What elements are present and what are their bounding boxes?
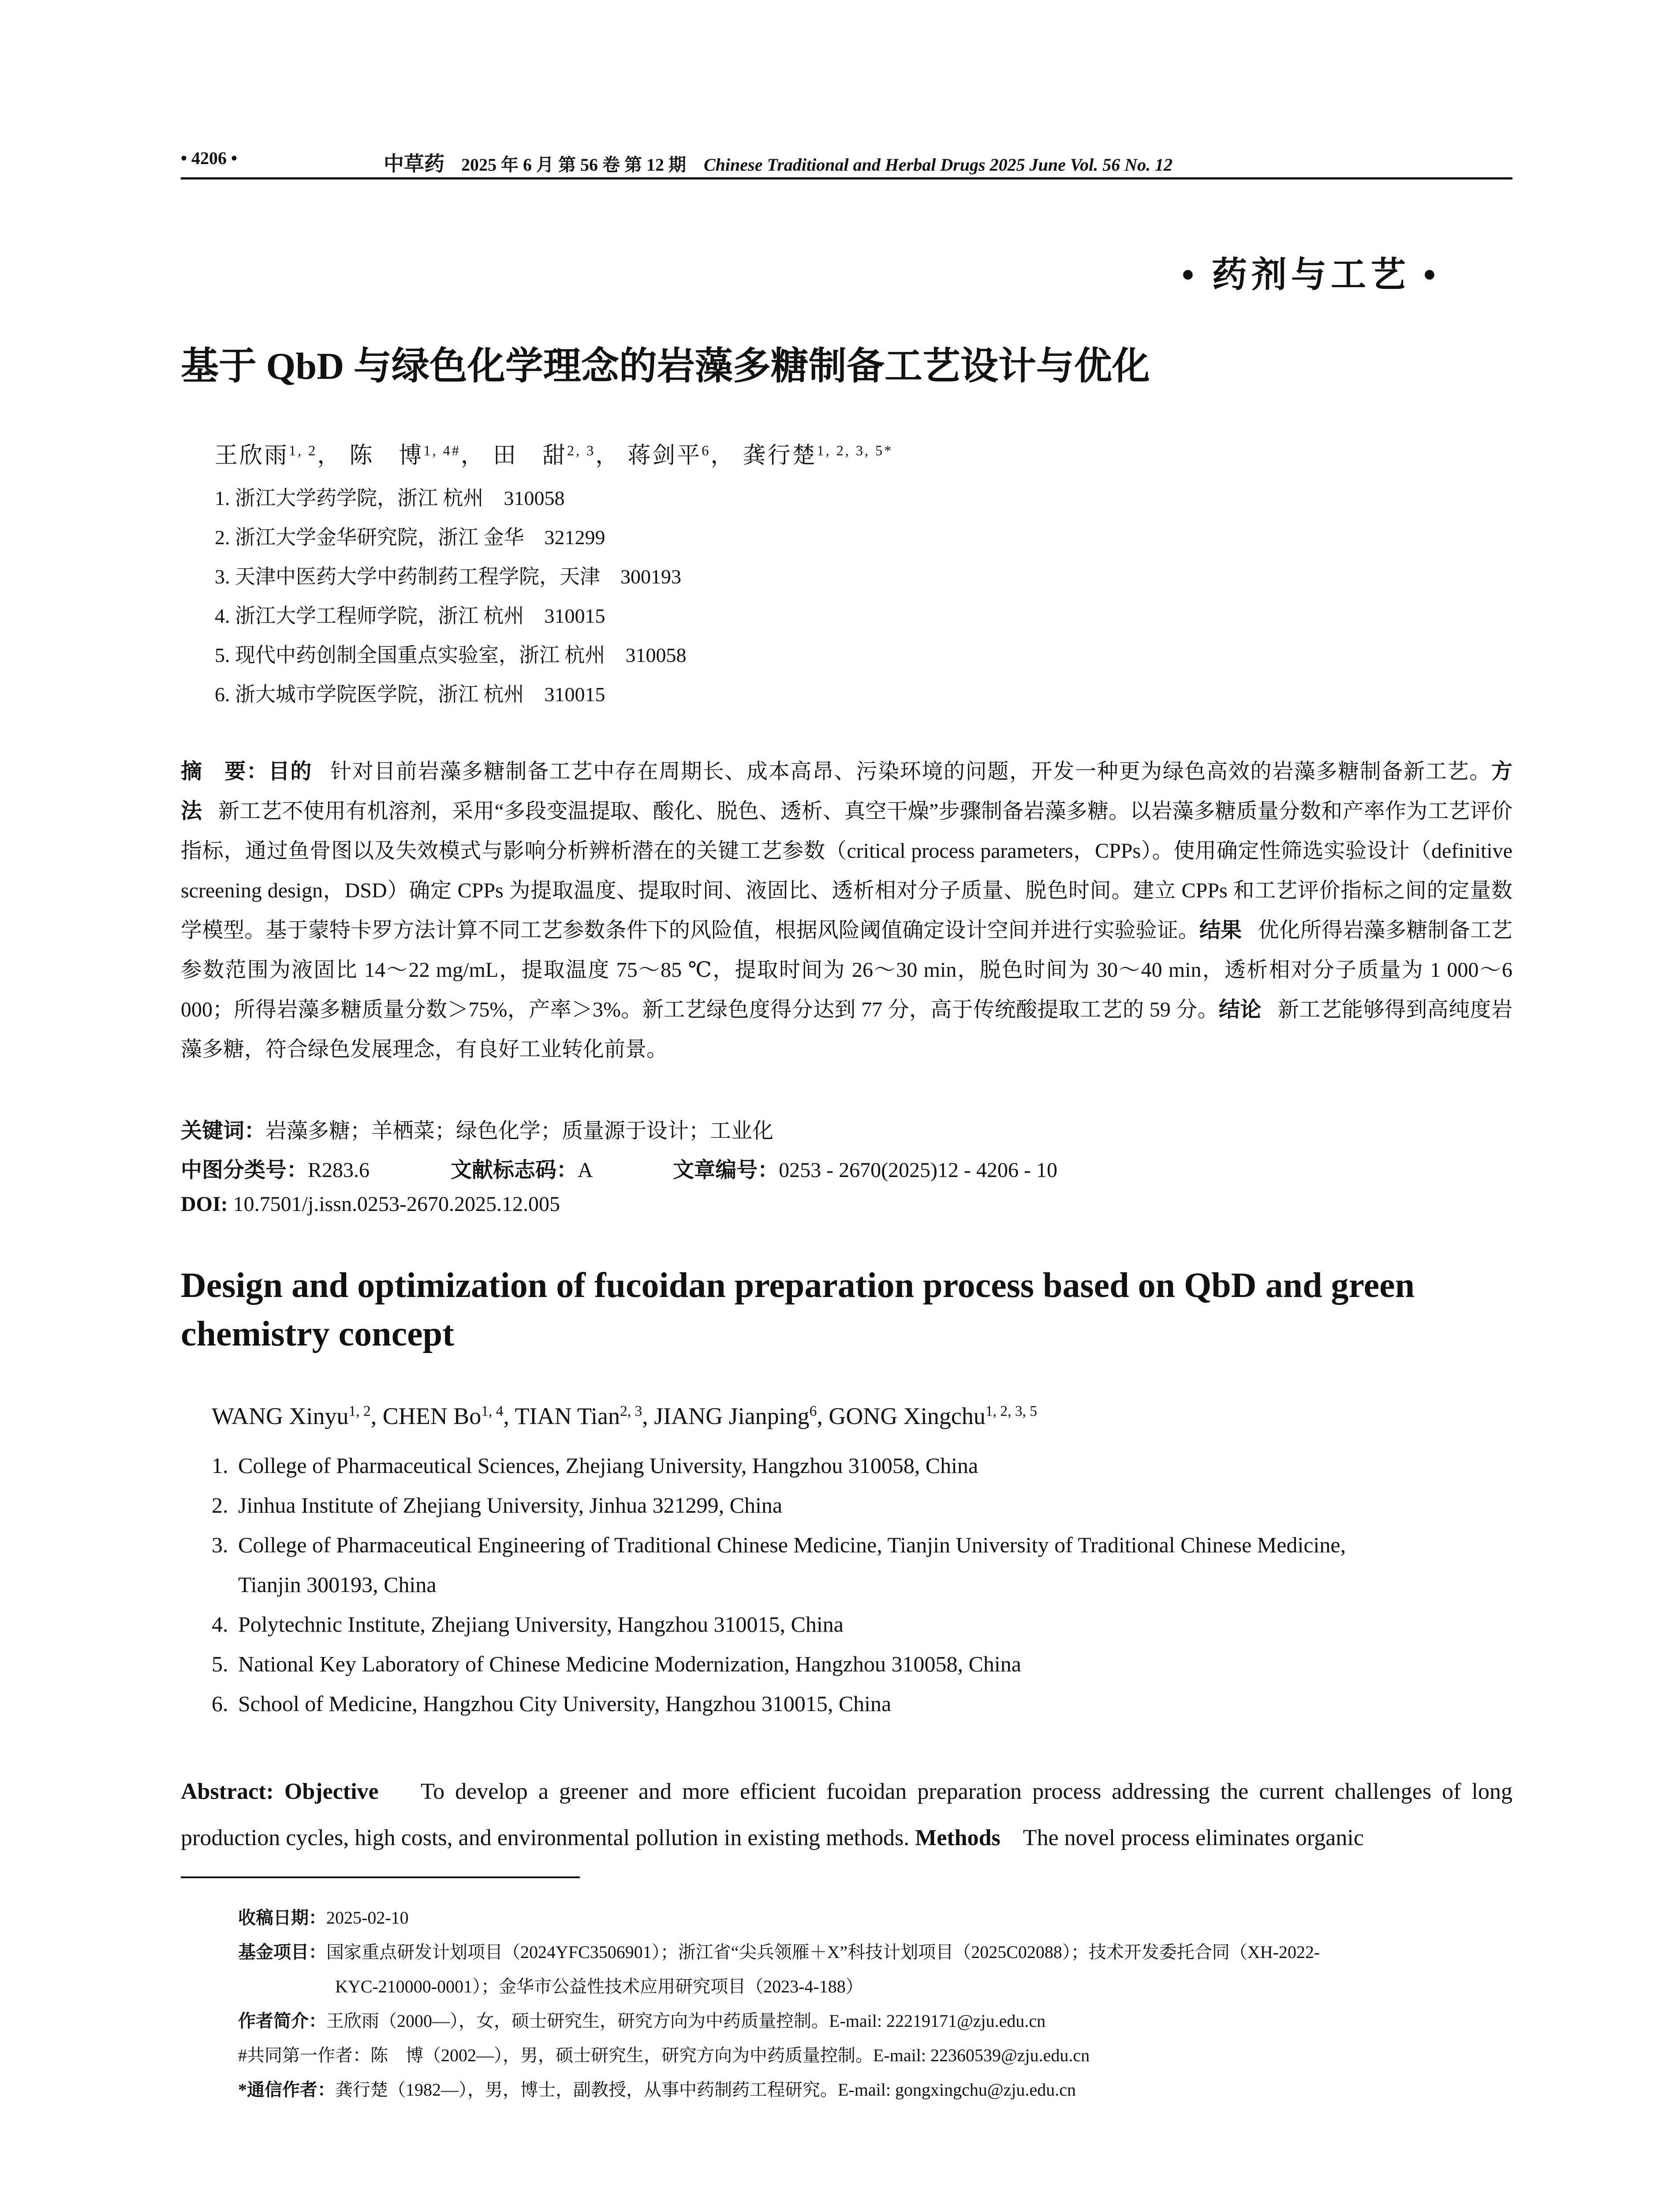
author-name: 蒋剑平 xyxy=(627,443,702,468)
methods-label: 方法 xyxy=(181,760,1512,823)
article-no-label: 文章编号： xyxy=(673,1159,779,1182)
author-name: 王欣雨 xyxy=(215,443,289,468)
journal-name-cn: 中草药 xyxy=(384,153,444,175)
doc-code-value: A xyxy=(578,1159,592,1182)
abstract-cn xyxy=(181,752,1512,1069)
author-aff: 1, 2 xyxy=(289,442,317,459)
methods-en-text: The novel process eliminates organic xyxy=(1023,1825,1364,1850)
footnote-corresponding-author: *通信作者：龚行楚（1982—），男，博士，副教授，从事中药制药工程研究。E-mail: gongxingchu@zju.edu.cn xyxy=(238,2080,1076,2100)
affiliation-en: 1. College of Pharmaceutical Sciences, Zhejiang University, Hangzhou 310058, China xyxy=(212,1453,978,1478)
author-aff-en: 1, 2, 3, 5 xyxy=(985,1403,1038,1420)
affiliation-cn: 4. 浙江大学工程师学院，浙江 杭州 310015 xyxy=(215,605,605,627)
author-name: 龚行楚 xyxy=(743,443,817,468)
issue-en: Chinese Traditional and Herbal Drugs 2025 June Vol. 56 No. 12 xyxy=(704,155,1173,175)
results-label: 结果 xyxy=(1199,919,1242,942)
author-name-en: GONG Xingchu xyxy=(829,1403,986,1429)
issue-cn: 2025 年 6 月 第 56 卷 第 12 期 xyxy=(461,155,686,175)
doc-code-label: 文献标志码： xyxy=(451,1159,578,1182)
footnote-rule xyxy=(181,1876,580,1878)
title-cn: 基于 QbD 与绿色化学理念的岩藻多糖制备工艺设计与优化 xyxy=(181,345,1150,387)
section-tag: • 药剂与工艺 • xyxy=(1182,256,1441,295)
journal-header xyxy=(384,148,1172,177)
authors-cn: 王欣雨$^{1, 2}$， 陈 博$^{1, 4\#}$， 田 甜$^{2, 3}$， 蒋剑平$^6$， 龚行楚$^{1, 2, 3, 5*}$ xyxy=(215,442,893,468)
methods-text: 新工艺不使用有机溶剂，采用“多段变温提取、酸化、脱色、透析、真空干燥”步骤制备岩藻多糖。以岩藻多糖质量分数和产率作为工艺评价指标，通过鱼骨图以及失效模式与影响分析辨析潜在的关键工艺参数（critical process parameters，CPPs）。使用确定性筛选实验设计（definitive screening design，DSD）确定 CPPs 为提取温度、提取时间、液固比、透析相对分子质量、脱色时间。建立 CPPs 和工艺评价指标之间的定量数学模型。基于蒙特卡罗方法计算不同工艺参数条件下的风险值，根据风险阈值确定设计空间并进行实验验证。 xyxy=(181,800,1512,942)
abstract-en-label: Abstract: xyxy=(181,1779,274,1804)
footnote-author-bio: 作者简介：王欣雨（2000—），女，硕士研究生，研究方向为中药质量控制。E-mail: 22219171@zju.edu.cn xyxy=(238,2011,1046,2031)
author-aff: 6 xyxy=(702,442,711,459)
conclusion-text: 新工艺能够得到高纯度岩藻多糖，符合绿色发展理念，有良好工业转化前景。 xyxy=(181,998,1512,1061)
classification-line xyxy=(181,1153,1057,1183)
objective-text: 针对目前岩藻多糖制备工艺中存在周期长、成本高昂、污染环境的问题，开发一种更为绿色高效的岩藻多糖制备新工艺。 xyxy=(330,760,1491,783)
abstract-label: 摘 要： xyxy=(181,760,269,783)
clc-label: 中图分类号： xyxy=(181,1159,308,1182)
affiliation-cn: 1. 浙江大学药学院，浙江 杭州 310058 xyxy=(215,487,565,509)
author-aff-en: 6 xyxy=(809,1403,817,1420)
objective-label: 目的 xyxy=(268,760,313,783)
footnote-cofirst-author: #共同第一作者：陈 博（2002—），男，硕士研究生，研究方向为中药质量控制。E-mail: 22360539@zju.edu.cn xyxy=(238,2045,1090,2065)
conclusion-label: 结论 xyxy=(1218,998,1262,1021)
doi-line xyxy=(181,1192,560,1216)
article-no-value: 0253 - 2670(2025)12 - 4206 - 10 xyxy=(779,1159,1057,1182)
methods-en-label: Methods xyxy=(915,1825,1001,1850)
authors-en: WANG Xinyu$^{1, 2}$, CHEN Bo$^{1, 4}$, TIAN Tian$^{2, 3}$, JIANG Jianping$^6$, GONG Xingchu$^{1, 2, 3, 5}$ xyxy=(212,1403,1038,1429)
title-en: Design and optimization of fucoidan preparation process based on QbD and green chemistry concept xyxy=(181,1266,1415,1353)
header-rule xyxy=(181,177,1512,179)
affiliation-en: 3. College of Pharmaceutical Engineering of Traditional Chinese Medicine, Tianjin University of Traditional Chinese Medicine, Tianjin 300193, China xyxy=(212,1532,1346,1597)
author-aff-en: 1, 4 xyxy=(481,1403,504,1420)
keywords-cn xyxy=(181,1114,773,1144)
affiliation-en: 5. National Key Laboratory of Chinese Medicine Modernization, Hangzhou 310058, China xyxy=(212,1652,1021,1676)
author-name-en: WANG Xinyu xyxy=(212,1403,349,1429)
footnote-funding: 基金项目：国家重点研发计划项目（2024YFC3506901）；浙江省“尖兵领雁＋X”科技计划项目（2025C02088）；技术开发委托合同（XH-2022- KYC-210000-0001）；金华市公益性技术应用研究项目（2023-4-188） xyxy=(238,1942,1320,1996)
author-name: 陈 博 xyxy=(349,443,424,468)
affiliation-en: 4. Polytechnic Institute, Zhejiang University, Hangzhou 310015, China xyxy=(212,1612,844,1637)
author-name-en: CHEN Bo xyxy=(382,1403,482,1429)
affiliation-cn: 5. 现代中药创制全国重点实验室，浙江 杭州 310058 xyxy=(215,644,687,666)
clc-value: R283.6 xyxy=(308,1159,370,1182)
author-aff: 2, 3 xyxy=(567,442,596,459)
author-aff-en: 2, 3 xyxy=(620,1403,642,1420)
footnote-received: 收稿日期：2025-02-10 xyxy=(238,1908,409,1928)
author-name-en: JIANG Jianping xyxy=(654,1403,810,1429)
abstract-en xyxy=(181,1768,1512,1861)
keywords-label: 关键词： xyxy=(181,1119,266,1143)
keywords-value: 岩藻多糖；羊栖菜；绿色化学；质量源于设计；工业化 xyxy=(265,1119,774,1143)
objective-en-text: To develop a greener and more efficient fucoidan preparation process addressing the current challenges of long production cycles, high costs, and environmental pollution in existing methods. xyxy=(181,1779,1513,1850)
results-text: 优化所得岩藻多糖制备工艺参数范围为液固比 14～22 mg/mL，提取温度 75～85 ℃，提取时间为 26～30 min，脱色时间为 30～40 min，透析相对分子质量为 1 000～6 000；所得岩藻多糖质量分数＞75%，产率＞3%。新工艺绿色度得分达到 77 分，高于传统酸提取工艺的 59 分。 xyxy=(181,919,1512,1021)
author-name-en: TIAN Tian xyxy=(515,1403,620,1429)
author-aff: 1, 2, 3, 5* xyxy=(817,442,893,459)
affiliation-cn: 2. 浙江大学金华研究院，浙江 金华 321299 xyxy=(215,526,605,549)
page-number: • 4206 • xyxy=(181,148,238,168)
affiliation-cn: 6. 浙大城市学院医学院，浙江 杭州 310015 xyxy=(215,683,605,706)
doi-link[interactable]: 10.7501/j.issn.0253-2670.2025.12.005 xyxy=(233,1192,560,1216)
author-aff: 1, 4# xyxy=(423,442,461,459)
author-name: 田 甜 xyxy=(493,443,567,468)
author-aff-en: 1, 2 xyxy=(348,1403,371,1420)
affiliation-en: 2. Jinhua Institute of Zhejiang University, Jinhua 321299, China xyxy=(212,1493,783,1517)
affiliation-en: 6. School of Medicine, Hangzhou City University, Hangzhou 310015, China xyxy=(212,1691,892,1716)
doi-label: DOI: xyxy=(181,1192,228,1216)
affiliation-cn: 3. 天津中医药大学中药制药工程学院，天津 300193 xyxy=(215,565,681,588)
objective-en-label: Objective xyxy=(284,1779,379,1804)
